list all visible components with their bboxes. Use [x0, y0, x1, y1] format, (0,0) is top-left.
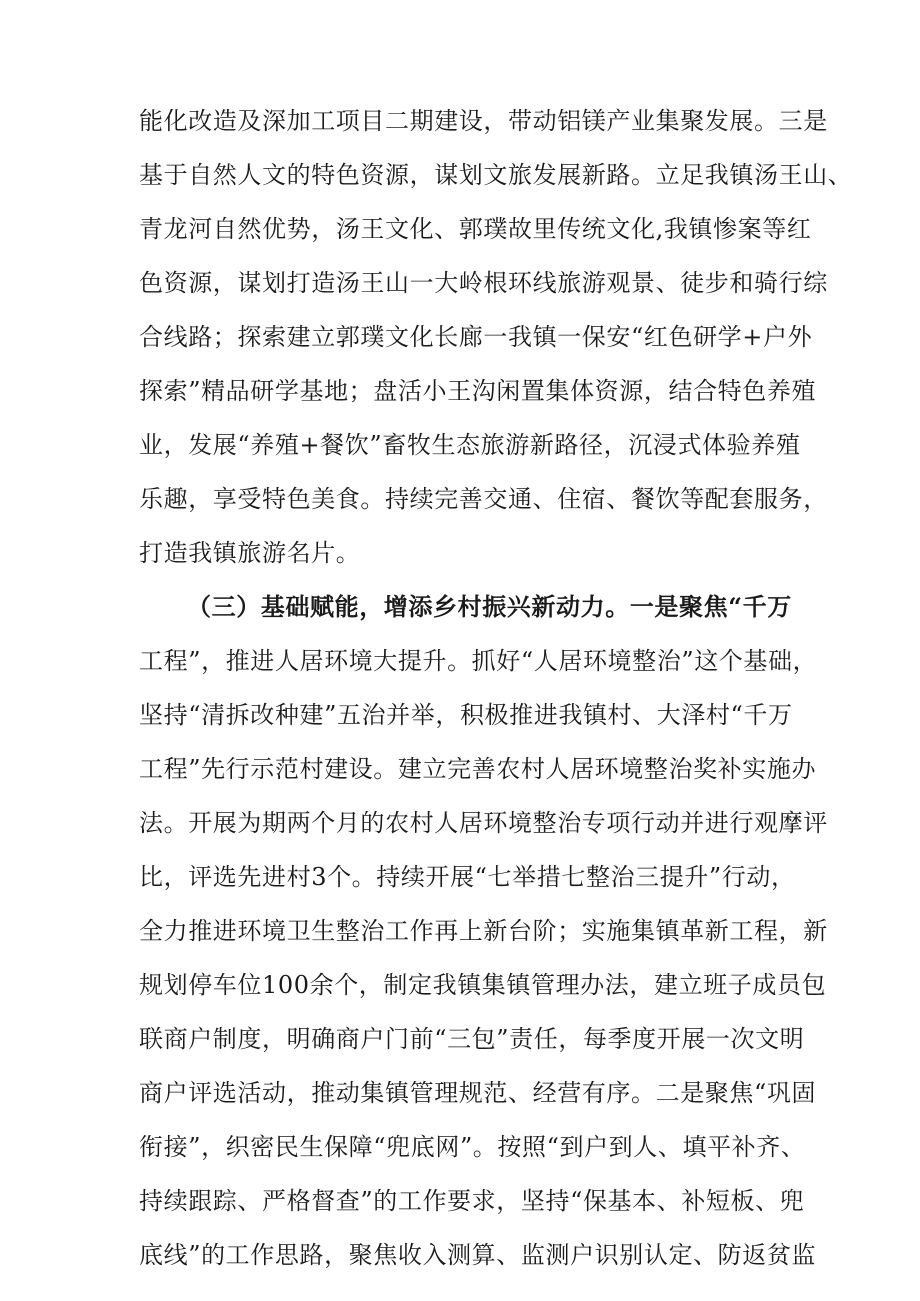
- text-line: 青龙河自然优势，汤王文化、郭璞故里传统文化,我镇惨案等红: [139, 215, 812, 243]
- text-line: 比，评选先进村3个。持续开展“七举措七整治三提升”行动，: [139, 863, 796, 891]
- section-heading-continuation: 一是聚焦“千万: [629, 592, 792, 621]
- text-line: 工程”，推进人居环境大提升。抓好“人居环境整治”这个基础，: [139, 647, 818, 675]
- section-heading: （三）基础赋能，增添乡村振兴新动力。: [187, 592, 630, 621]
- text-line: 衔接”，织密民生保障“兜底网”。按照“到户到人、填平补齐、: [139, 1133, 806, 1161]
- text-line: 业，发展“养殖+餐饮”畜牧生态旅游新路径，沉浸式体验养殖: [139, 431, 801, 459]
- text-line: 规划停车位100余个，制定我镇集镇管理办法，建立班子成员包: [139, 971, 827, 999]
- text-line: 探索”精品研学基地；盘活小王沟闲置集体资源，结合特色养殖: [139, 377, 817, 405]
- text-line: 底线”的工作思路，聚焦收入测算、监测户识别认定、防返贫监: [139, 1241, 817, 1269]
- text-line: 能化改造及深加工项目二期建设，带动铝镁产业集聚发展。三是: [139, 107, 828, 135]
- text-line: 持续跟踪、严格督查”的工作要求，坚持“保基本、补短板、兜: [139, 1187, 805, 1215]
- text-line: 商户评选活动，推动集镇管理规范、经营有序。二是聚焦“巩固: [139, 1079, 817, 1107]
- section-heading-line: [187, 589, 847, 625]
- text-line: 法。开展为期两个月的农村人居环境整治专项行动并进行观摩评: [139, 809, 828, 837]
- text-line: 合线路；探索建立郭璞文化长廊一我镇一保安“红色研学+户外: [139, 323, 813, 351]
- text-line: 联商户制度，明确商户门前“三包”责任，每季度开展一次文明: [139, 1025, 805, 1053]
- text-line: 乐趣，享受特色美食。持续完善交通、住宿、餐饮等配套服务，: [139, 485, 828, 513]
- text-line: 色资源，谋划打造汤王山一大岭根环线旅游观景、徒步和骑行综: [139, 269, 828, 297]
- text-line: 工程”先行示范村建设。建立完善农村人居环境整治奖补实施办: [139, 755, 817, 783]
- text-line: 坚持“清拆改种建”五治并举，积极推进我镇村、大泽村“千万: [139, 701, 793, 729]
- text-line: 打造我镇旅游名片。: [139, 539, 361, 567]
- text-line: 基于自然人文的特色资源，谋划文旅发展新路。立足我镇汤王山、: [139, 161, 853, 189]
- text-line: 全力推进环境卫生整治工作再上新台阶；实施集镇革新工程，新: [139, 917, 828, 945]
